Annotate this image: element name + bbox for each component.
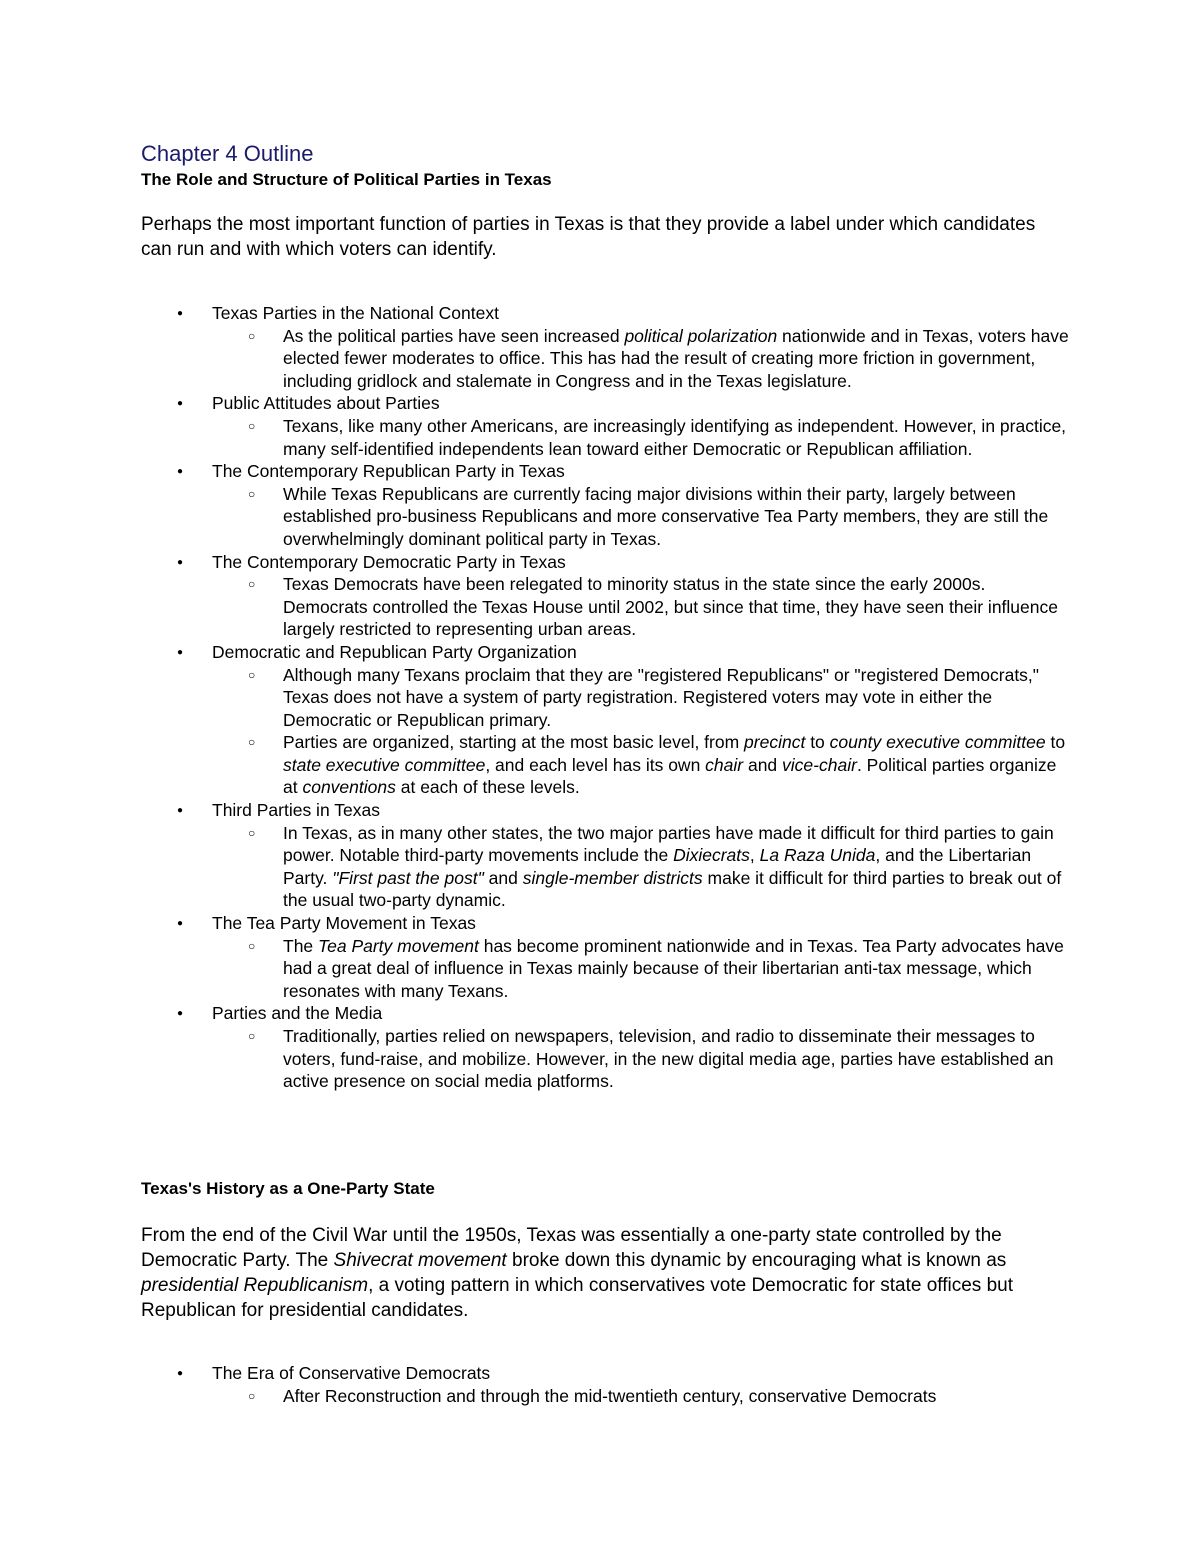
text-run: Traditionally, parties relied on newspapers, television, and radio to disseminate their messages to voters, fund-raise, and mobilize. However, in the new digital media age, parties have established an active presence on social media platforms. <box>283 1026 1054 1092</box>
text-run: broke down this dynamic by encouraging what is known as <box>506 1250 1007 1271</box>
section-heading-one-party-state: Texas's History as a One-Party State <box>141 1179 435 1198</box>
text-run: The <box>283 935 319 956</box>
text-run: . Political parties organize at <box>283 754 1057 798</box>
emphasized-term: Tea Party movement <box>318 935 479 956</box>
outline-topic <box>141 551 1071 641</box>
outline-sublist <box>212 415 1071 460</box>
outline-subpoint <box>212 1025 1071 1093</box>
section-heading-role-structure: The Role and Structure of Political Parties in Texas <box>141 170 552 189</box>
text-run: , <box>749 845 760 866</box>
outline-sublist <box>212 573 1071 641</box>
emphasized-term: conventions <box>302 777 396 798</box>
outline-subpoint <box>212 731 1071 799</box>
outline-subpoint <box>212 822 1071 912</box>
text-run: has become prominent nationwide and in Texas. Tea Party advocates have had a great deal of influence in Texas mainly because of their libertarian anti-tax message, which resonates with many Texans. <box>283 935 1064 1001</box>
outline-subpoint <box>212 1385 1071 1408</box>
one-party-intro-paragraph <box>141 1223 1071 1323</box>
outline-list-1 <box>141 302 1071 1093</box>
emphasized-term: single-member districts <box>522 867 703 888</box>
text-run: While Texas Republicans are currently facing major divisions within their party, largely between established pro-business Republicans and more conservative Tea Party members, they are still the overwhelmingly dominant political party in Texas. <box>283 483 1049 549</box>
emphasized-term: political polarization <box>624 325 778 346</box>
text-run: From the end of the Civil War until the 1950s, Texas was essentially a one-party state controlled by the Democratic Party. The <box>141 1225 1002 1271</box>
text-run: Parties are organized, starting at the most basic level, from <box>283 732 745 753</box>
outline-topic <box>141 1002 1071 1092</box>
text-run: As the political parties have seen increased <box>283 325 625 346</box>
text-run: and <box>743 754 783 775</box>
emphasized-term: Dixiecrats <box>673 845 750 866</box>
outline-sublist <box>212 1385 1071 1408</box>
emphasized-term: vice-chair <box>782 754 857 775</box>
outline-topic-label: Democratic and Republican Party Organization <box>212 641 577 662</box>
text-run: Texans, like many other Americans, are increasingly identifying as independent. However, in practice, many self-identified independents lean toward either Democratic or Republican affiliation. <box>283 415 1067 459</box>
outline-topic-label: Third Parties in Texas <box>212 800 380 821</box>
outline-topic-label: The Tea Party Movement in Texas <box>212 913 476 934</box>
emphasized-term: Shivecrat movement <box>333 1250 507 1271</box>
outline-sublist <box>212 483 1071 551</box>
outline-topic <box>141 302 1071 392</box>
outline-sublist <box>212 935 1071 1003</box>
text-run: In Texas, as in many other states, the two major parties have made it difficult for third parties to gain power. Notable third-party movements include the <box>283 822 1054 866</box>
outline-topic-label: Public Attitudes about Parties <box>212 393 440 414</box>
text-run: , a voting pattern in which conservatives vote Democratic for state offices but Republican for presidential candidates. <box>141 1275 1013 1321</box>
outline-topic <box>141 799 1071 912</box>
text-run: and <box>483 867 523 888</box>
text-run: to <box>1045 732 1066 753</box>
outline-topic-label: Parties and the Media <box>212 1003 383 1024</box>
outline-topic <box>141 1362 1071 1407</box>
emphasized-term: "First past the post" <box>332 867 484 888</box>
outline-topic-label: The Era of Conservative Democrats <box>212 1363 491 1383</box>
outline-topic-label: The Contemporary Republican Party in Texas <box>212 461 565 482</box>
outline-subpoint <box>212 573 1071 641</box>
outline-topic <box>141 912 1071 1002</box>
outline-sublist <box>212 1025 1071 1093</box>
emphasized-term: state executive committee <box>283 754 486 775</box>
text-run: nationwide and in Texas, voters have elected fewer moderates to office. This has had the result of creating more friction in government, including gridlock and stalemate in Congress and in the Texas legislature. <box>283 325 1069 391</box>
outline-sublist <box>212 325 1071 393</box>
text-run: Although many Texans proclaim that they are "registered Republicans" or "registered Democrats," Texas does not have a system of party registration. Registered voters may vote in either the Democratic or Republican primary. <box>283 664 1040 730</box>
outline-subpoint <box>212 935 1071 1003</box>
outline-subpoint <box>212 664 1071 732</box>
text-run: Texas Democrats have been relegated to minority status in the state since the early 2000s. Democrats controlled the Texas House until 2002, but since that time, they have seen their influence largely restricted to representing urban areas. <box>283 574 1058 640</box>
emphasized-term: precinct <box>744 732 806 753</box>
outline-subpoint <box>212 483 1071 551</box>
outline-sublist <box>212 822 1071 912</box>
text-run: , and each level has its own <box>485 754 706 775</box>
outline-subpoint <box>212 415 1071 460</box>
outline-topic-label: Texas Parties in the National Context <box>212 303 499 323</box>
outline-list-2 <box>141 1362 1071 1407</box>
text-run: , and the Libertarian Party. <box>283 845 1032 888</box>
emphasized-term: presidential Republicanism <box>141 1275 369 1296</box>
emphasized-term: county executive committee <box>829 732 1046 753</box>
outline-topic <box>141 641 1071 799</box>
document-title: Chapter 4 Outline <box>141 141 314 166</box>
text-run: After Reconstruction and through the mid-twentieth century, conservative Democrats <box>283 1385 937 1406</box>
text-run: to <box>805 732 830 753</box>
intro-paragraph: Perhaps the most important function of parties in Texas is that they provide a label under which candidates can run and with which voters can identify. <box>141 214 1036 260</box>
text-run: at each of these levels. <box>395 777 580 798</box>
emphasized-term: chair <box>705 754 744 775</box>
text-run: make it difficult for third parties to break out of the usual two-party dynamic. <box>283 867 1062 911</box>
outline-topic <box>141 460 1071 550</box>
outline-sublist <box>212 664 1071 800</box>
outline-subpoint <box>212 325 1071 393</box>
outline-topic <box>141 392 1071 460</box>
emphasized-term: La Raza Unida <box>759 845 876 866</box>
outline-topic-label: The Contemporary Democratic Party in Texas <box>212 551 566 572</box>
